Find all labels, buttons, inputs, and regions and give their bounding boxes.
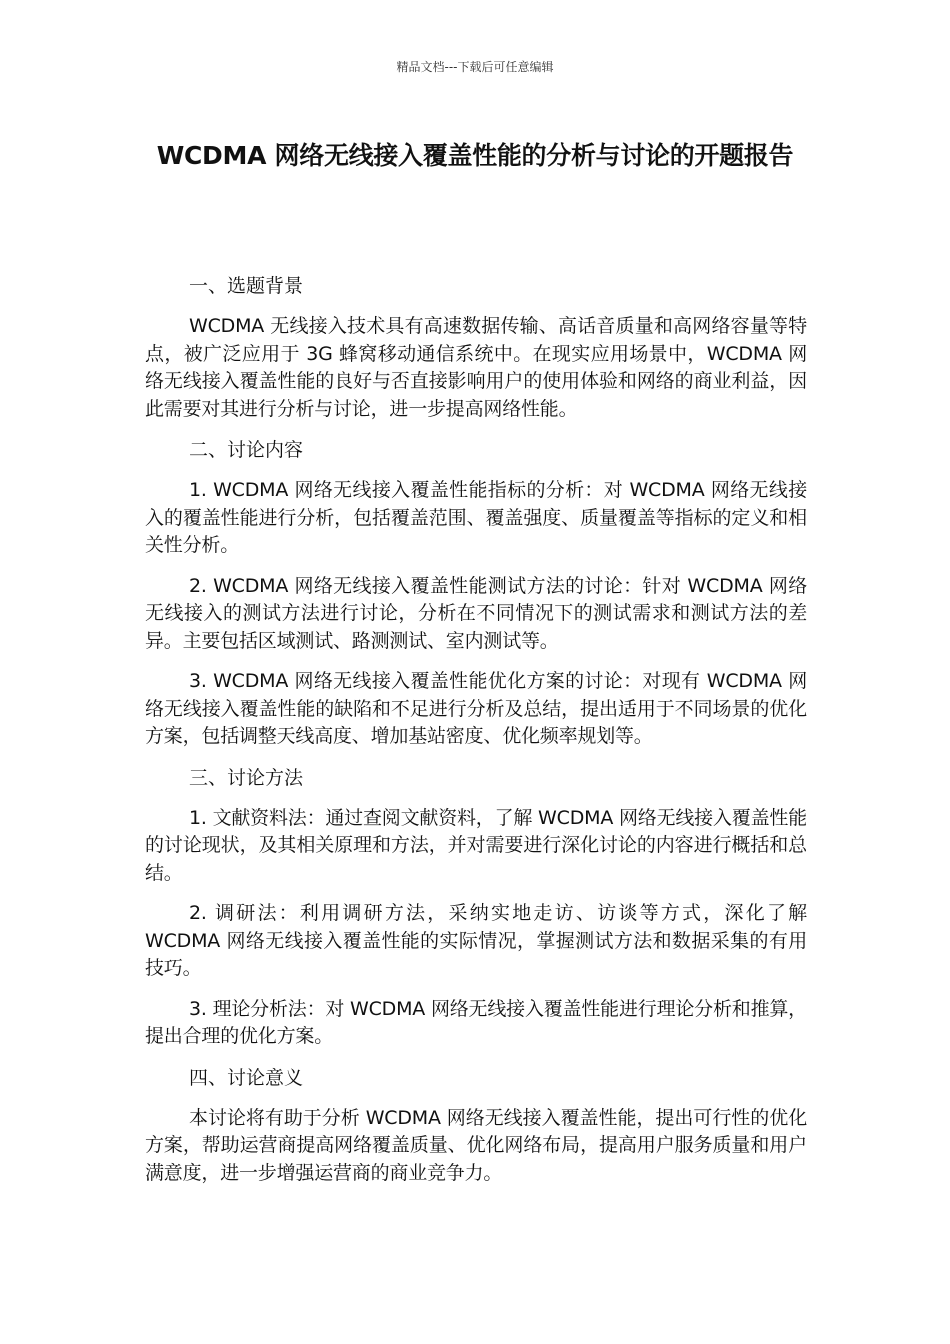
section-heading: 三、讨论方法 bbox=[189, 766, 304, 789]
paragraph: 1. 文献资料法：通过查阅文献资料，了解 WCDMA 网络无线接入覆盖性能的讨论现状，及其相关原理和方法，并对需要进行深化讨论的内容进行概括和总结。 bbox=[145, 806, 807, 884]
section-discussion-methods bbox=[145, 764, 807, 1051]
paragraph: WCDMA 无线接入技术具有高速数据传输、高话音质量和高网络容量等特点，被广泛应用于 3G 蜂窝移动通信系统中。在现实应用场景中，WCDMA 网络无线接入覆盖性能的良好与否直接影响用户的使用体验和网络的商业利益，因此需要对其进行分析与讨论，进一步提高网络性能。 bbox=[145, 315, 807, 420]
page-header-note: 精品文档---下载后可任意编辑 bbox=[396, 60, 554, 74]
paragraph: 本讨论将有助于分析 WCDMA 网络无线接入覆盖性能，提出可行性的优化方案，帮助运营商提高网络覆盖质量、优化网络布局，提高用户服务质量和用户满意度，进一步增强运营商的商业竞争力。 bbox=[145, 1106, 807, 1184]
section-discussion-content bbox=[145, 436, 807, 751]
paragraph: 3. 理论分析法：对 WCDMA 网络无线接入覆盖性能进行理论分析和推算，提出合理的优化方案。 bbox=[145, 997, 807, 1047]
paragraph: 2. WCDMA 网络无线接入覆盖性能测试方法的讨论：针对 WCDMA 网络无线接入的测试方法进行讨论，分析在不同情况下的测试需求和测试方法的差异。主要包括区域测试、路测测试、室内测试等。 bbox=[145, 574, 807, 652]
section-significance bbox=[145, 1064, 807, 1188]
section-background bbox=[145, 272, 807, 423]
section-heading: 二、讨论内容 bbox=[189, 439, 304, 461]
document-title: WCDMA 网络无线接入覆盖性能的分析与讨论的开题报告 bbox=[156, 141, 794, 170]
paragraph: 2. 调研法：利用调研方法，采纳实地走访、访谈等方式，深化了解 WCDMA 网络无线接入覆盖性能的实际情况，掌握测试方法和数据采集的有用技巧。 bbox=[145, 902, 807, 979]
paragraph: 3. WCDMA 网络无线接入覆盖性能优化方案的讨论：对现有 WCDMA 网络无线接入覆盖性能的缺陷和不足进行分析及总结，提出适用于不同场景的优化方案，包括调整天线高度、增加基站密度、优化频率规划等。 bbox=[145, 670, 807, 747]
paragraph: 1. WCDMA 网络无线接入覆盖性能指标的分析：对 WCDMA 网络无线接入的覆盖性能进行分析，包括覆盖范围、覆盖强度、质量覆盖等指标的定义和相关性分析。 bbox=[145, 479, 807, 556]
document-body bbox=[145, 272, 807, 1200]
section-heading: 四、讨论意义 bbox=[189, 1066, 304, 1089]
section-heading: 一、选题背景 bbox=[189, 275, 304, 297]
